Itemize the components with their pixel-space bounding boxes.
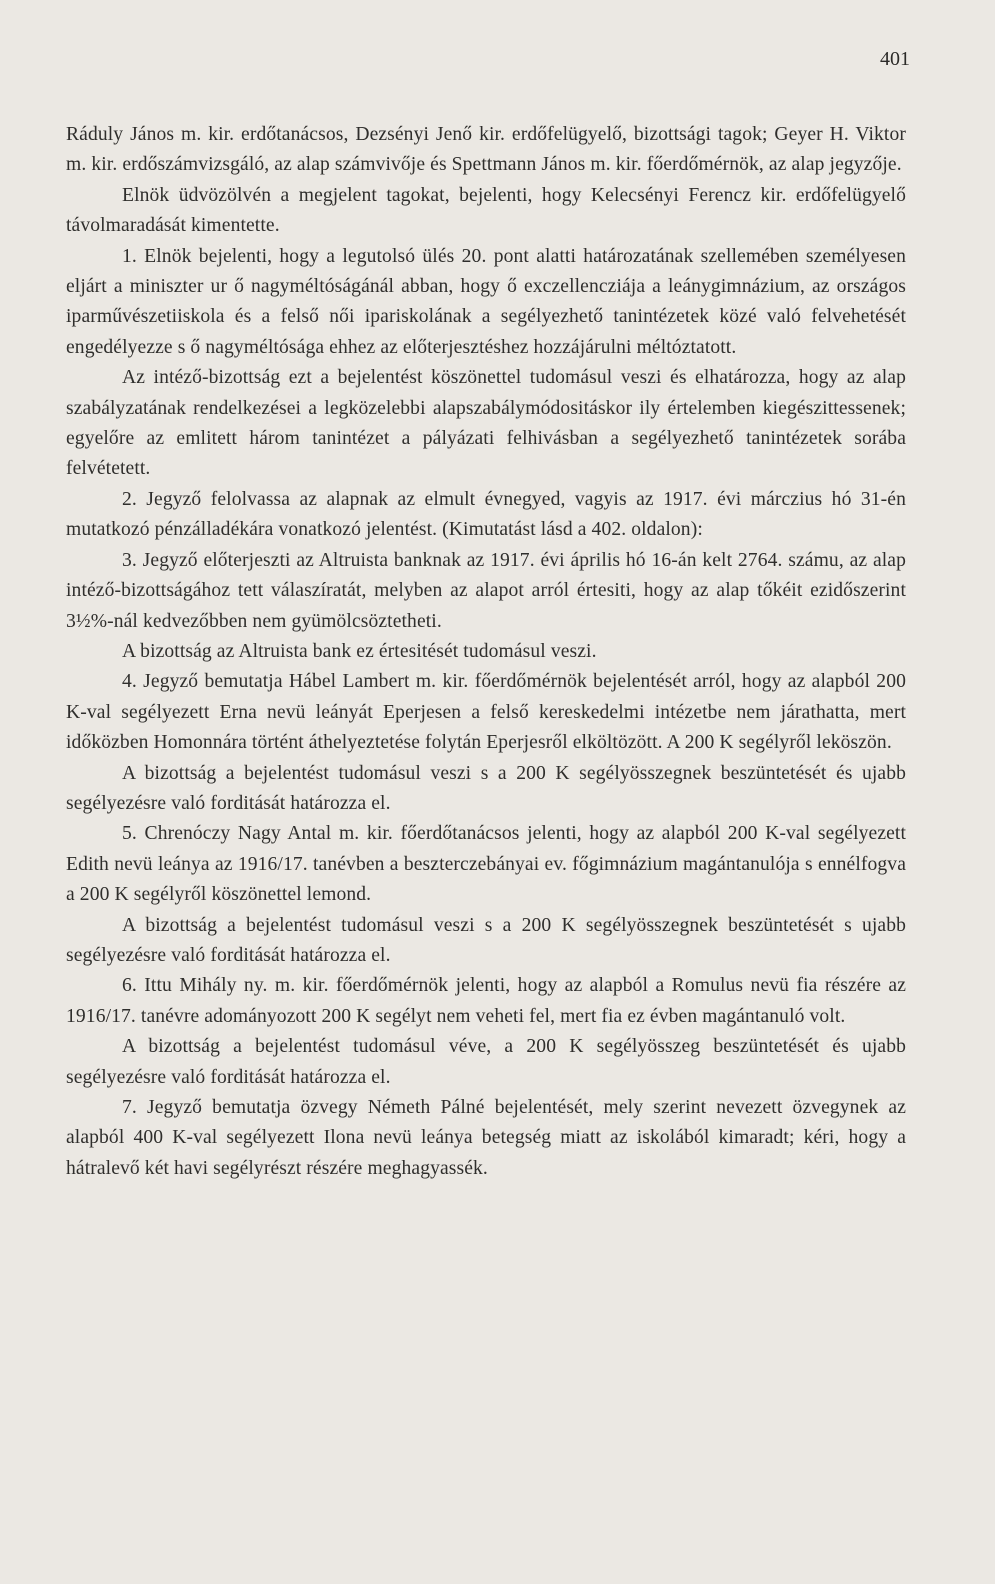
paragraph: Ráduly János m. kir. erdőtanácsos, Dezsényi Jenő kir. erdőfelügyelő, bizottsági tagok; Geyer H. Viktor m. kir. erdőszámvizsgáló, az alap számvivője és Spettmann János m. kir. főerdőmérnök, az alap jegyzője.	[66, 124, 906, 176]
paragraph: 3. Jegyző előterjeszti az Altruista banknak az 1917. évi április hó 16-án kelt 2764. számu, az alap intéző-bizottságához tett válaszíratát, melyben az alapot arról értesiti, hogy az alap tőkéit ezidőszerint 3½%-nál kedvezőbben nem gyümölcsöztetheti.	[66, 549, 906, 632]
paragraph: Elnök üdvözölvén a megjelent tagokat, bejelenti, hogy Kelecsényi Ferencz kir. erdőfelügyelő távolmaradását kimentette.	[66, 184, 906, 237]
paragraph: A bizottság a bejelentést tudomásul veszi s a 200 K segélyösszegnek beszüntetését s ujabb segélyezésre való forditását határozza el.	[66, 914, 906, 966]
paragraph: A bizottság a bejelentést tudomásul véve, a 200 K segélyösszeg beszüntetését és ujabb segélyezésre való forditását határozza el.	[66, 1036, 906, 1088]
page-number: 401	[880, 48, 910, 70]
paragraph: 1. Elnök bejelenti, hogy a legutolsó ülés 20. pont alatti határozatának szellemében személyesen eljárt a miniszter ur ő nagyméltóságánál abban, hogy ő exczellencziája a leánygimnázium, az országos iparművészetiiskola és a felső női ipariskolának a segélyezhető tanintézetek közé való felvehetését engedélyezze s ő nagyméltósága ehhez az előterjesztéshez hozzájárulni méltóztatott.	[66, 245, 906, 358]
paragraph: A bizottság a bejelentést tudomásul veszi s a 200 K segélyösszegnek beszüntetését és ujabb segélyezésre való forditását határozza el.	[66, 762, 906, 814]
paragraph: 2. Jegyző felolvassa az alapnak az elmult évnegyed, vagyis az 1917. évi márczius hó 31-én mutatkozó pénzálladékára vonatkozó jelentést. (Kimutatást lásd a 402. oldalon):	[66, 488, 906, 541]
paragraph: A bizottság az Altruista bank ez értesitését tudomásul veszi.	[122, 640, 597, 662]
body-text	[66, 120, 906, 1184]
paragraph: Az intéző-bizottság ezt a bejelentést köszönettel tudomásul veszi és elhatározza, hogy az alap szabályzatának rendelkezései a legközelebbi alapszabálymódositáskor ily értelemben kiegészittessenek; egyelőre az emlitett három tanintézet a pályázati felhivásban a segélyezhető tanintézetek sorába felvétetett.	[66, 367, 906, 480]
paragraph: 5. Chrenóczy Nagy Antal m. kir. főerdőtanácsos jelenti, hogy az alapból 200 K-val segélyezett Edith nevü leánya az 1916/17. tanévben a beszterczebányai ev. főgimnázium magántanulója s ennélfogva a 200 K segélyről köszönettel lemond.	[66, 823, 906, 906]
paragraph: 6. Ittu Mihály ny. m. kir. főerdőmérnök jelenti, hogy az alapból a Romulus nevü fia részére az 1916/17. tanévre adományozott 200 K segélyt nem veheti fel, mert fia ez évben magántanuló volt.	[66, 975, 906, 1027]
paragraph: 7. Jegyző bemutatja özvegy Németh Pálné bejelentését, mely szerint nevezett özvegynek az alapból 400 K-val segélyezett Ilona nevü leánya betegség miatt az iskolából kimaradt; kéri, hogy a hátralevő két havi segélyrészt részére meghagyassék.	[66, 1097, 906, 1179]
paragraph: 4. Jegyző bemutatja Hábel Lambert m. kir. főerdőmérnök bejelentését arról, hogy az alapból 200 K-val segélyezett Erna nevü leányát Eperjesen a felső kereskedelmi intézetbe nem járathatta, mert időközben Homonnára történt áthelyeztetése folytán Eperjesről elköltözött. A 200 K segélyről leköszön.	[66, 671, 906, 754]
